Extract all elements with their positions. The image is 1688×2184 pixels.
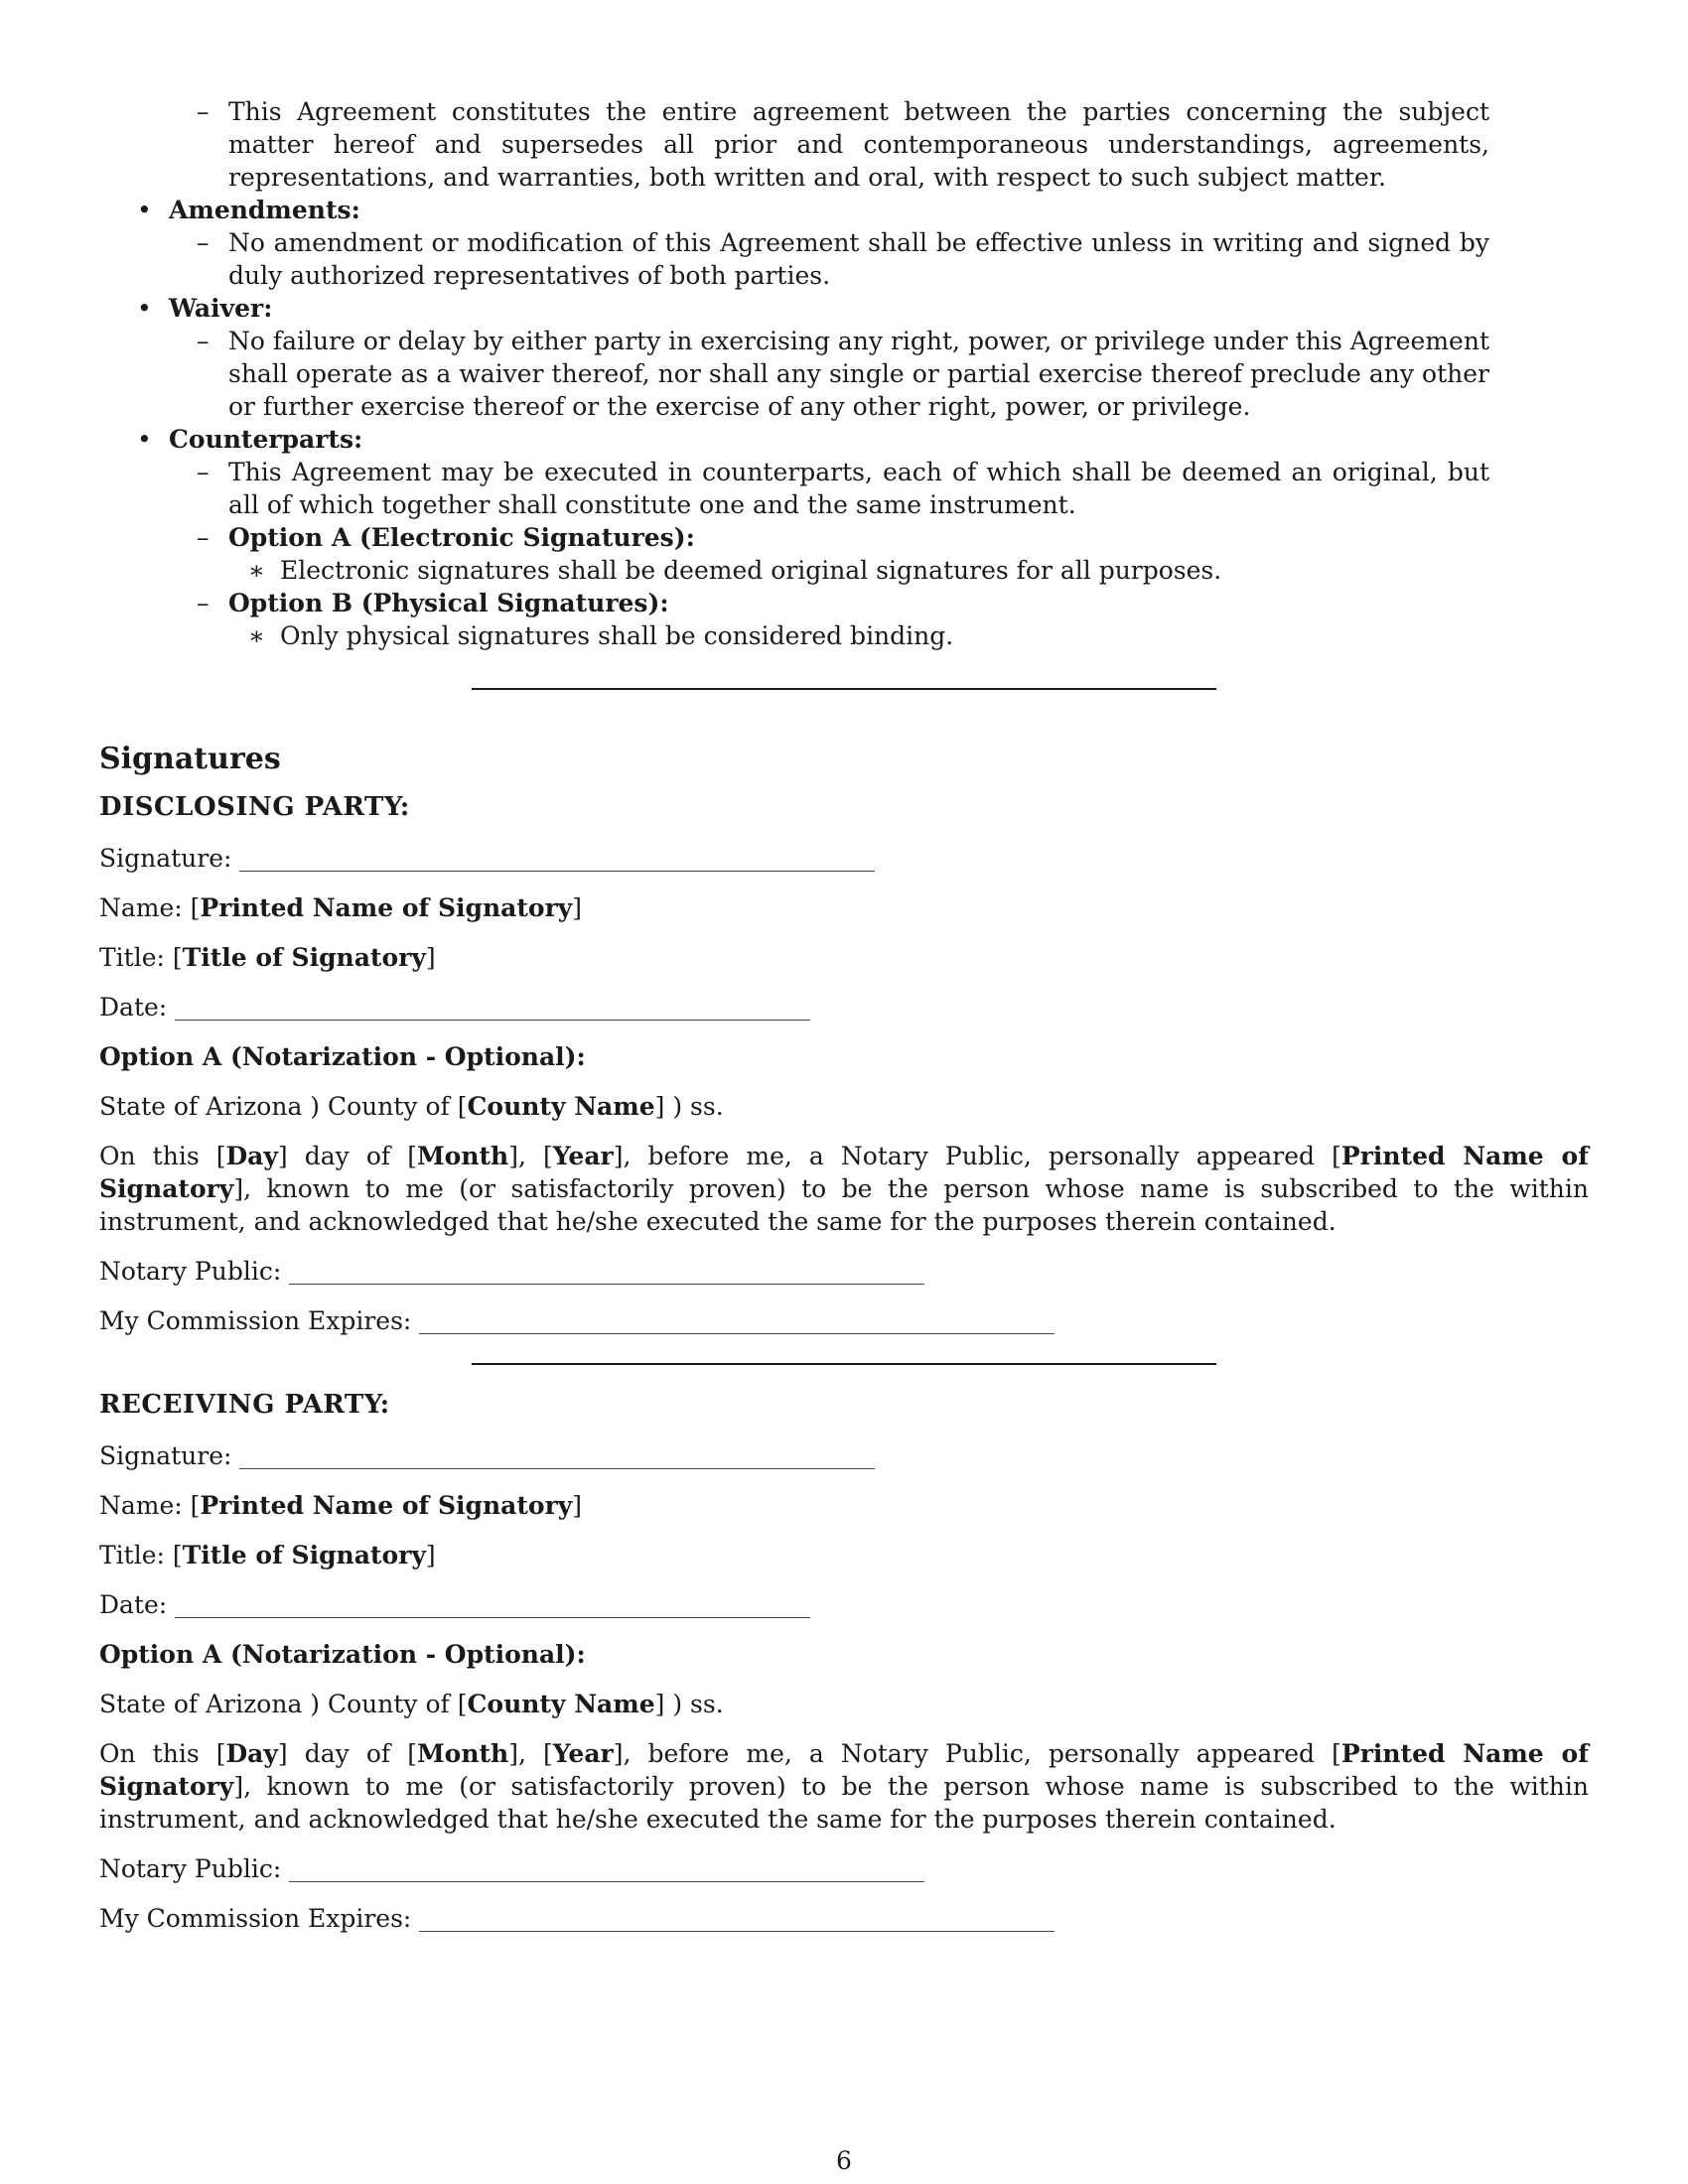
disclosing-title-value: Title of Signatory [182, 943, 426, 972]
receiving-title-value: Title of Signatory [182, 1541, 426, 1570]
receiving-county-value: County Name [467, 1690, 655, 1718]
disclosing-name-value: Printed Name of Signatory [200, 893, 573, 922]
receiving-commission-line[interactable] [419, 1905, 1055, 1932]
waiver-heading: Waiver: [169, 294, 273, 323]
dash-marker: – [197, 97, 210, 126]
receiving-party-label: RECEIVING PARTY: [99, 1390, 390, 1420]
disclosing-state-row: State of Arizona ) County of [County Name] ) ss. [99, 1092, 724, 1121]
receiving-title-row: Title: [Title of Signatory] [99, 1541, 436, 1570]
counterparts-text-item: – This Agreement may be executed in counterparts, each of which shall be deemed an original, but all of which together shall constitute one and the same instrument. [197, 458, 1489, 519]
option-b-physical-text-item: ∗ Only physical signatures shall be considered binding. [248, 621, 954, 650]
disclosing-notary-public-row: Notary Public: [99, 1255, 1589, 1288]
document-page [99, 95, 1589, 1935]
disclosing-date-row: Date: [99, 991, 1589, 1024]
disclosing-date-line[interactable] [175, 994, 810, 1021]
bullet-marker: • [137, 425, 152, 454]
receiving-notary-heading: Option A (Notarization - Optional): [99, 1640, 586, 1669]
entire-agreement-item: – This Agreement constitutes the entire agreement between the parties concerning the subject matter hereof and supersedes all prior and contemporaneous understandings, agreements, representations, and warranties, both written and oral, with respect to such subject matter. [197, 97, 1489, 192]
amendments-heading: Amendments: [169, 196, 360, 224]
asterisk-marker: ∗ [248, 556, 265, 585]
receiving-notary-public-row: Notary Public: [99, 1852, 1589, 1885]
receiving-date-row: Date: [99, 1588, 1589, 1621]
receiving-commission-row: My Commission Expires: [99, 1902, 1589, 1935]
dash-marker: – [197, 228, 210, 257]
receiving-signature-line[interactable] [239, 1442, 875, 1469]
disclosing-county-value: County Name [467, 1092, 655, 1121]
option-a-electronic-text-item: ∗ Electronic signatures shall be deemed original signatures for all purposes. [248, 556, 1222, 585]
horizontal-rule [472, 1363, 1216, 1365]
receiving-date-line[interactable] [175, 1591, 810, 1618]
disclosing-signature-line[interactable] [239, 845, 875, 872]
bullet-marker: • [137, 294, 152, 323]
receiving-name-value: Printed Name of Signatory [200, 1491, 573, 1520]
option-b-physical-item [99, 587, 1489, 619]
dash-marker: – [197, 523, 210, 552]
bullet-marker: • [137, 196, 152, 224]
option-a-electronic-item [99, 521, 1489, 554]
disclosing-name-row: Name: [Printed Name of Signatory] [99, 893, 583, 922]
dash-marker: – [197, 327, 210, 355]
amendments-text-item: – No amendment or modification of this Agreement shall be effective unless in writing and signed by duly authorized representatives of both parties. [197, 228, 1489, 290]
disclosing-notary-public-line[interactable] [289, 1258, 924, 1285]
receiving-signature-row: Signature: [99, 1439, 1589, 1472]
clauses-list [99, 95, 1589, 652]
option-b-physical-heading: Option B (Physical Signatures): [228, 589, 669, 617]
receiving-party-section [99, 1387, 1589, 1935]
disclosing-party-section [99, 789, 1589, 1337]
disclosing-signature-row: Signature: [99, 842, 1589, 875]
disclosing-commission-line[interactable] [419, 1307, 1055, 1334]
option-a-electronic-heading: Option A (Electronic Signatures): [228, 523, 695, 552]
horizontal-rule [472, 688, 1216, 690]
dash-marker: – [197, 589, 210, 617]
counterparts-heading: Counterparts: [169, 425, 363, 454]
dash-marker: – [197, 458, 210, 486]
disclosing-title-row: Title: [Title of Signatory] [99, 943, 436, 972]
waiver-text-item: – No failure or delay by either party in exercising any right, power, or privilege under this Agreement shall operate as a waiver thereof, nor shall any single or partial exercise thereof preclude any other or further exercise thereof or the exercise of any other right, power, or privilege. [197, 327, 1489, 421]
page-number: 6 [836, 2146, 852, 2175]
disclosing-party-label: DISCLOSING PARTY: [99, 792, 410, 822]
receiving-notary-public-line[interactable] [289, 1855, 924, 1882]
waiver-item [99, 292, 1589, 325]
counterparts-item [99, 423, 1589, 456]
amendments-item [99, 194, 1589, 226]
receiving-acknowledgment: On this [Day] day of [Month], [Year], before me, a Notary Public, personally appeared [Printed Name of Signatory], known to me (or satisfactorily proven) to be the person whose name is subscribed to the within instrument, and acknowledged that he/she executed the same for the purposes therein contained. [99, 1739, 1589, 1834]
disclosing-notary-heading: Option A (Notarization - Optional): [99, 1042, 586, 1071]
receiving-name-row: Name: [Printed Name of Signatory] [99, 1491, 583, 1520]
disclosing-commission-row: My Commission Expires: [99, 1304, 1589, 1337]
receiving-state-row: State of Arizona ) County of [County Name] ) ss. [99, 1690, 724, 1718]
asterisk-marker: ∗ [248, 621, 265, 650]
signatures-heading: Signatures [99, 742, 281, 776]
disclosing-acknowledgment: On this [Day] day of [Month], [Year], before me, a Notary Public, personally appeared [Printed Name of Signatory], known to me (or satisfactorily proven) to be the person whose name is subscribed to the within instrument, and acknowledged that he/she executed the same for the purposes therein contained. [99, 1142, 1589, 1236]
